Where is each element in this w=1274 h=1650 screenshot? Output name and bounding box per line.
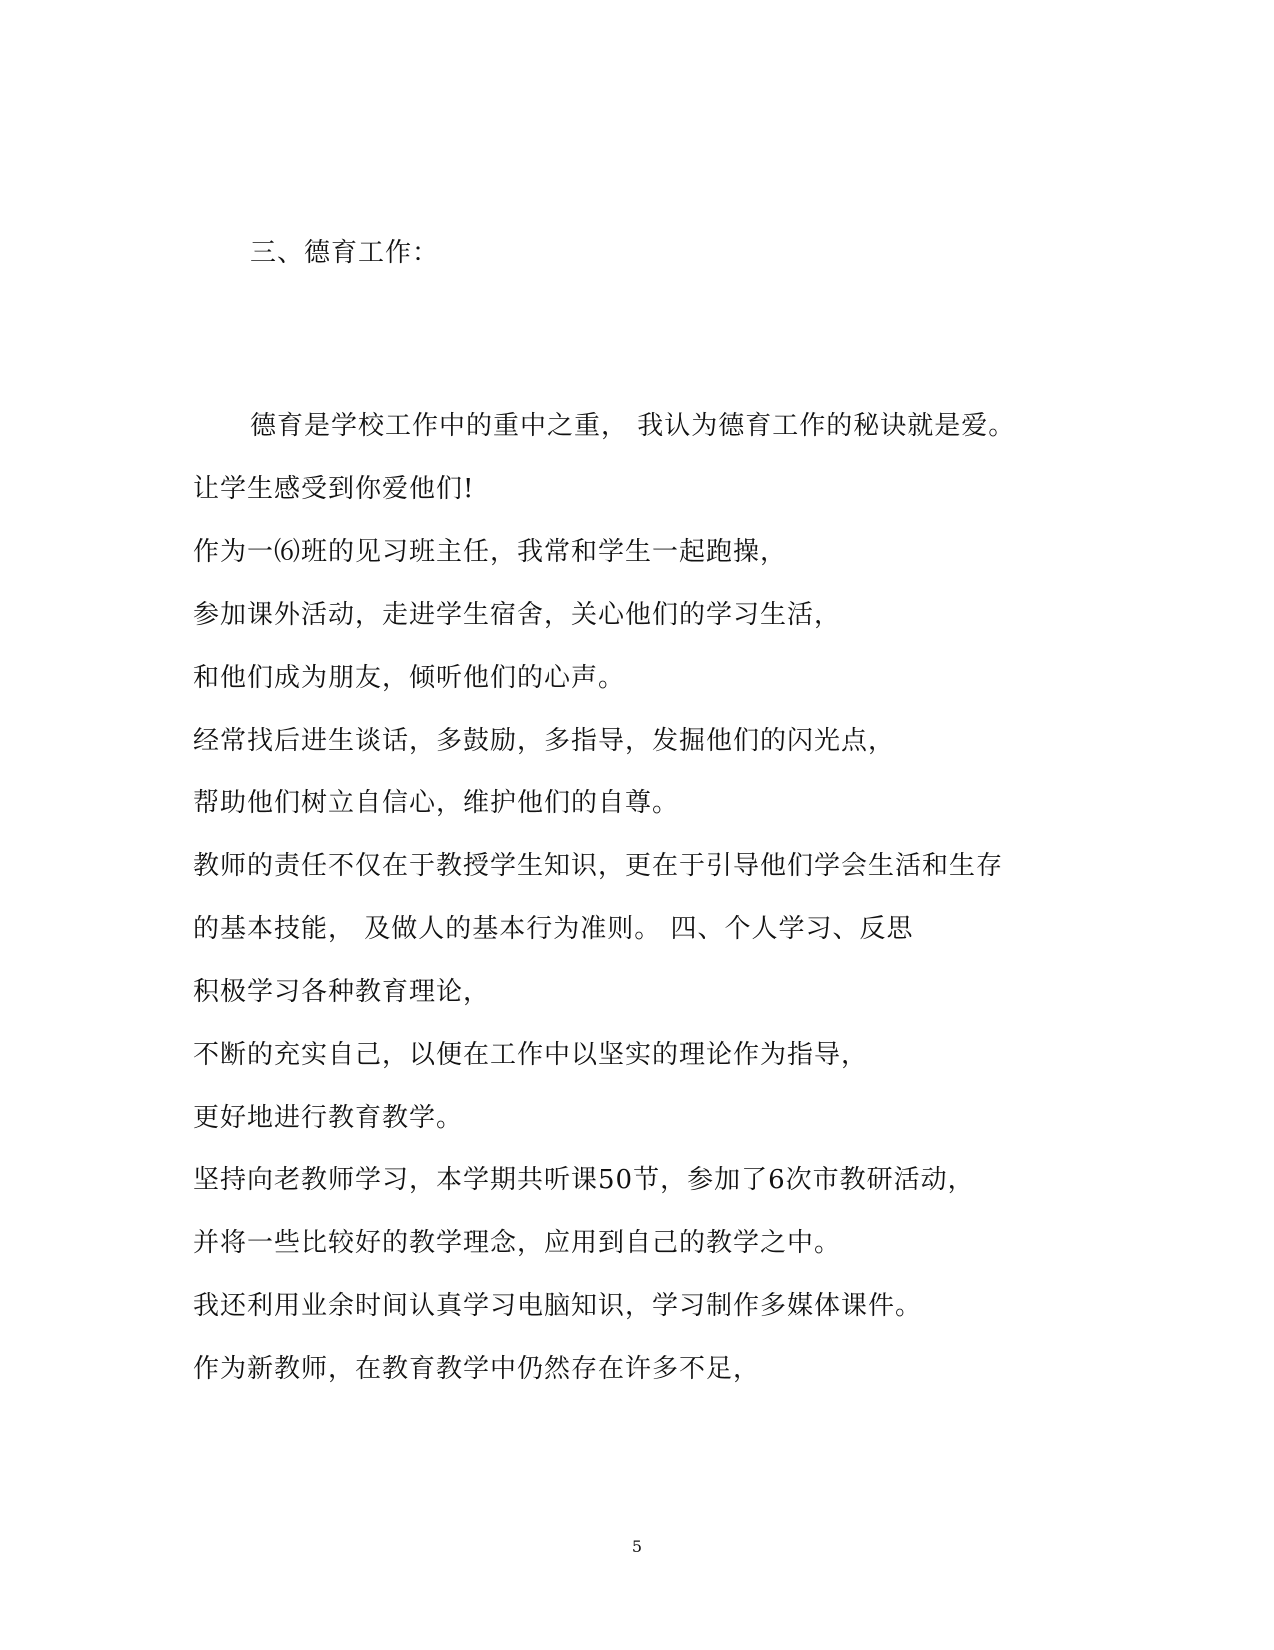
text-line: 和他们成为朋友，倾听他们的心声。 — [193, 663, 626, 693]
text-line: 让学生感受到你爱他们! — [193, 474, 475, 504]
text-line: 更好地进行教育教学。 — [193, 1103, 464, 1133]
text-line: 并将一些比较好的教学理念，应用到自己的教学之中。 — [193, 1228, 842, 1258]
text-line: 不断的充实自己，以便在工作中以坚实的理论作为指导， — [193, 1040, 869, 1070]
paragraph-first-line: 德育是学校工作中的重中之重， 我认为德育工作的秘诀就是爱。 — [250, 411, 1016, 441]
page-number: 5 — [631, 1537, 643, 1556]
text-line: 积极学习各种教育理论， — [193, 977, 491, 1007]
text-line: 参加课外活动，走进学生宿舍，关心他们的学习生活， — [193, 600, 842, 630]
text-line: 坚持向老教师学习，本学期共听课50节，参加了6次市教研活动， — [193, 1165, 975, 1195]
text-line: 教师的责任不仅在于教授学生知识，更在于引导他们学会生活和生存 — [193, 851, 1004, 881]
section-heading: 三、德育工作： — [250, 238, 440, 268]
text-line: 作为一⑹班的见习班主任，我常和学生一起跑操， — [193, 537, 788, 567]
text-line: 我还利用业余时间认真学习电脑知识，学习制作多媒体课件。 — [193, 1291, 923, 1321]
text-line: 帮助他们树立自信心，维护他们的自尊。 — [193, 788, 680, 818]
text-line: 作为新教师，在教育教学中仍然存在许多不足， — [193, 1354, 761, 1384]
text-line: 经常找后进生谈话，多鼓励，多指导，发掘他们的闪光点， — [193, 726, 896, 756]
text-line: 的基本技能， 及做人的基本行为准则。 四、个人学习、反思 — [193, 914, 914, 944]
